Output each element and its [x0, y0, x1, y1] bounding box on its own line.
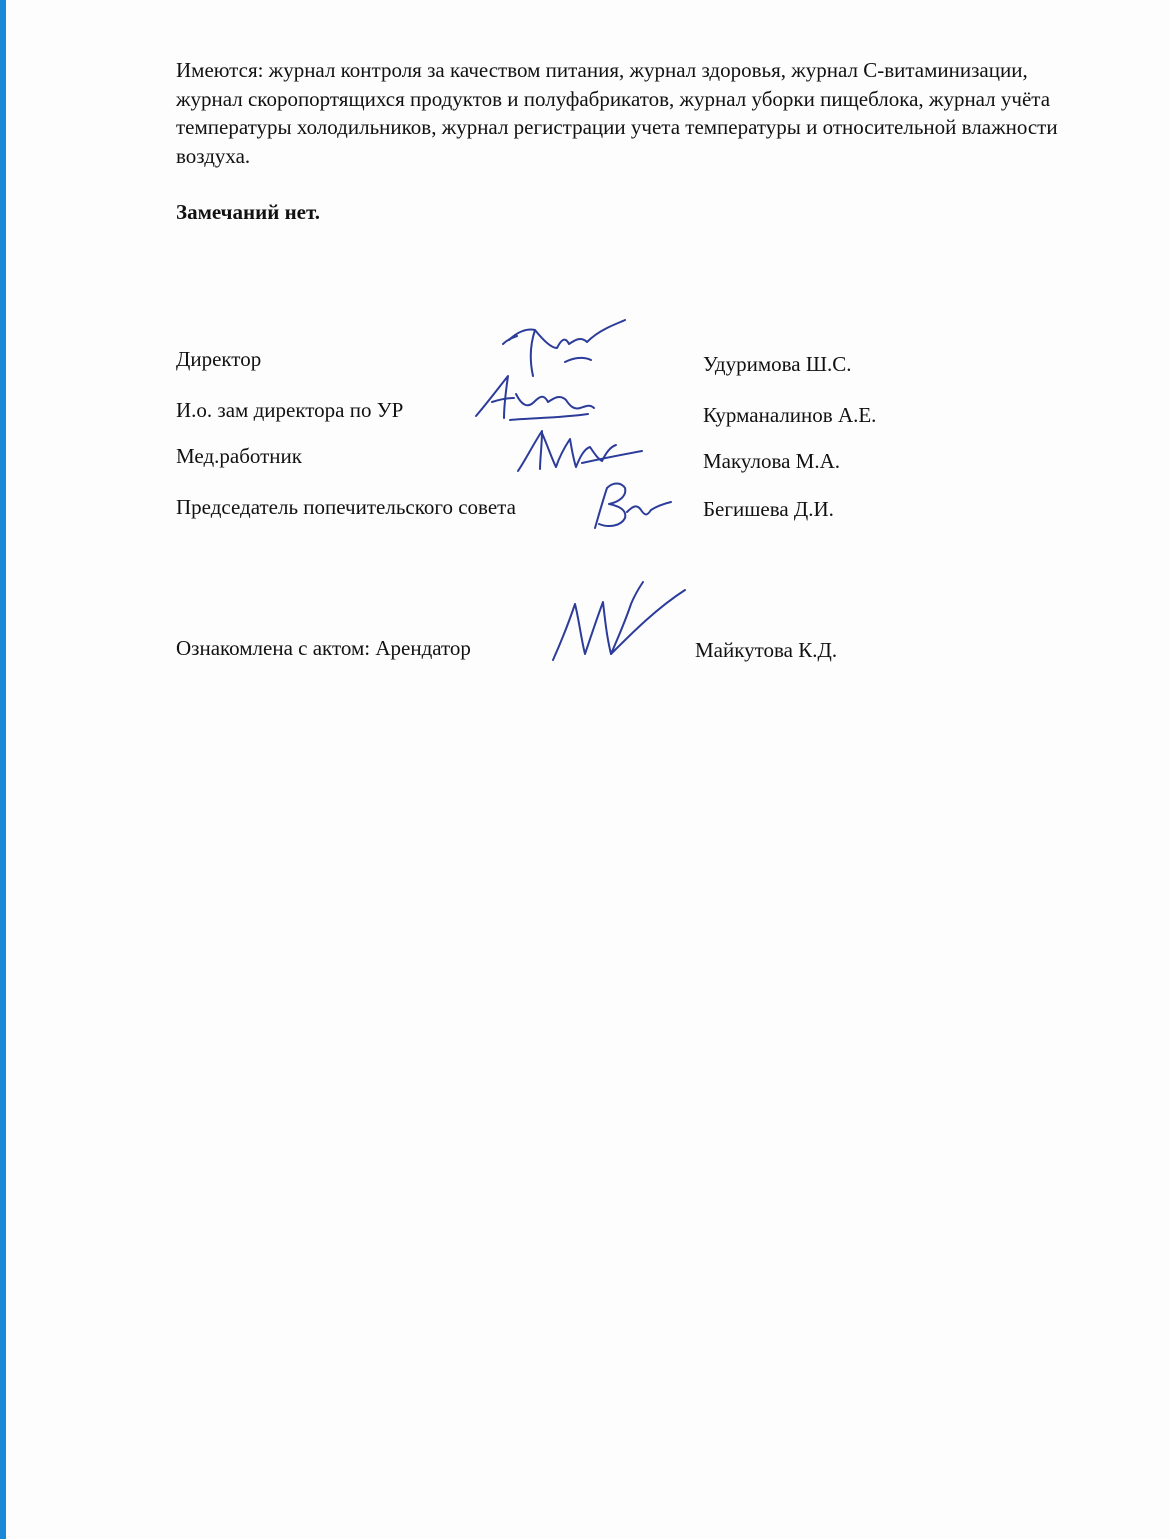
signatory-role-director: Директор [176, 347, 262, 371]
deputy-signature [470, 372, 600, 432]
medic-signature [512, 425, 647, 480]
signatory-name-deputy: Курманалинов А.Е. [703, 403, 877, 427]
signatory-role-medic: Мед.работник [176, 444, 302, 468]
scan-edge-strip [0, 0, 6, 1539]
remarks-note: Замечаний нет. [176, 200, 320, 224]
council-chair-signature [585, 478, 675, 533]
signatory-role-deputy: И.о. зам директора по УР [176, 398, 404, 422]
signatory-name-council-chair: Бегишева Д.И. [703, 497, 834, 521]
signatory-role-council-chair: Председатель попечительского совета [176, 495, 516, 519]
tenant-signature [545, 580, 695, 670]
journals-paragraph: Имеются: журнал контроля за качеством питания, журнал здоровья, журнал С-витаминизации, журнал скоропортящихся продуктов и полуфабрикатов, журнал уборки пищеблока, журнал учёта температуры холодильников, журнал регистрации учета температуры и относительной влажности воздуха. [176, 58, 1058, 168]
signatory-name-medic: Макулова М.А. [703, 449, 841, 473]
acknowledgement-role: Ознакомлена с актом: Арендатор [176, 636, 471, 660]
acknowledgement-name: Майкутова К.Д. [695, 638, 838, 662]
signatory-name-director: Удуримова Ш.С. [703, 352, 852, 376]
